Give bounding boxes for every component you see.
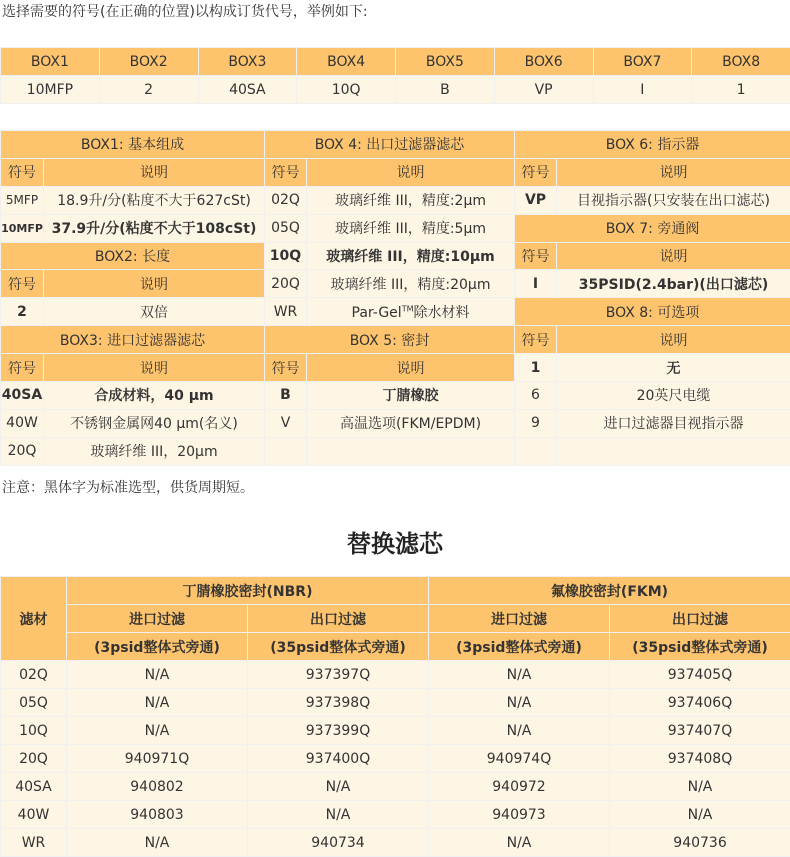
fkm-group-header: 氟橡胶密封(FKM): [429, 577, 790, 605]
part-number-cell: 937398Q: [248, 689, 429, 717]
material-cell: 40SA: [1, 773, 67, 801]
material-cell: 20Q: [1, 745, 67, 773]
part-number-cell: 940734: [248, 829, 429, 857]
col-header-a: 进口过滤: [429, 605, 610, 633]
box8-title: BOX 8: 可选项: [515, 298, 790, 326]
example-header-cell: BOX5: [396, 48, 495, 76]
table-row: [1, 801, 790, 829]
part-number-cell: N/A: [67, 829, 248, 857]
part-number-cell: N/A: [610, 801, 790, 829]
part-number-cell: N/A: [67, 717, 248, 745]
box5-desc: 高温选项(FKM/EPDM): [307, 409, 515, 437]
symbol-header: 符号: [1, 354, 44, 382]
box4-desc-post: 除水材料: [413, 305, 469, 321]
col-header-b: (3psid整体式旁通): [429, 633, 610, 661]
box4-desc: 玻璃纤维 III，精度:2μm: [307, 186, 515, 214]
desc-header: 说明: [307, 354, 515, 382]
box1-desc: 37.9升/分(粘度不大于108cSt): [44, 214, 265, 242]
col-header-b: (3psid整体式旁通): [67, 633, 248, 661]
box6-title: BOX 6: 指示器: [515, 131, 790, 159]
replacement-title: 替换滤芯: [0, 528, 790, 560]
box4-code: 02Q: [265, 186, 307, 214]
part-number-cell: 937406Q: [610, 689, 790, 717]
box3-code: 40W: [1, 409, 44, 437]
empty-cell: [557, 437, 790, 465]
desc-header: 说明: [557, 326, 790, 354]
example-value-cell: VP: [494, 76, 593, 104]
box8-code: 9: [515, 409, 557, 437]
table-row: [1, 773, 790, 801]
part-number-cell: 937400Q: [248, 745, 429, 773]
empty-cell: [515, 437, 557, 465]
table-row: [1, 661, 790, 689]
example-value-cell: 2: [99, 76, 198, 104]
box8-desc: 无: [557, 354, 790, 382]
example-value-cell: 10Q: [297, 76, 396, 104]
part-number-cell: N/A: [248, 773, 429, 801]
example-header-row: [1, 48, 790, 76]
part-number-cell: 940803: [67, 801, 248, 829]
box3-code: 20Q: [1, 437, 44, 465]
material-header: 滤材: [1, 577, 67, 661]
part-number-cell: 937405Q: [610, 661, 790, 689]
box4-desc: 玻璃纤维 III，精度:5μm: [307, 214, 515, 242]
part-number-cell: N/A: [610, 773, 790, 801]
part-number-cell: 940972: [429, 773, 610, 801]
example-value-cell: B: [396, 76, 495, 104]
box4-desc-sup: TM: [402, 304, 414, 313]
box1-code: 10MFP: [1, 214, 44, 242]
table-row: [1, 829, 790, 857]
material-cell: WR: [1, 829, 67, 857]
example-header-cell: BOX3: [198, 48, 297, 76]
example-header-cell: BOX8: [692, 48, 790, 76]
symbol-header: 符号: [515, 158, 557, 186]
part-number-cell: 937397Q: [248, 661, 429, 689]
col-header-b: (35psid整体式旁通): [610, 633, 790, 661]
part-number-cell: N/A: [429, 689, 610, 717]
box6-desc: 目视指示器(只安装在出口滤芯): [557, 186, 790, 214]
box3-desc: 合成材料，40 μm: [44, 382, 265, 410]
part-number-cell: N/A: [248, 801, 429, 829]
box3-desc: 不锈钢金属网40 μm(名义): [44, 409, 265, 437]
box1-code: 5MFP: [1, 186, 44, 214]
material-cell: 40W: [1, 801, 67, 829]
symbol-header: 符号: [1, 158, 44, 186]
part-number-cell: N/A: [67, 689, 248, 717]
empty-cell: [307, 437, 515, 465]
example-value-cell: I: [593, 76, 692, 104]
box2-desc: 双倍: [44, 298, 265, 326]
options-table: [0, 130, 790, 466]
material-cell: 10Q: [1, 717, 67, 745]
desc-header: 说明: [44, 354, 265, 382]
symbol-header: 符号: [515, 326, 557, 354]
box8-code: 6: [515, 382, 557, 410]
box6-code: VP: [515, 186, 557, 214]
symbol-header: 符号: [265, 354, 307, 382]
table-row: [1, 745, 790, 773]
part-number-cell: N/A: [429, 829, 610, 857]
example-value-cell: 40SA: [198, 76, 297, 104]
desc-header: 说明: [44, 158, 265, 186]
symbol-header: 符号: [1, 270, 44, 298]
col-header-a: 出口过滤: [248, 605, 429, 633]
symbol-header: 符号: [515, 242, 557, 270]
box8-desc: 20英尺电缆: [557, 382, 790, 410]
box4-desc: 玻璃纤维 III，精度:10μm: [307, 242, 515, 270]
box7-desc: 35PSID(2.4bar)(出口滤芯): [557, 270, 790, 298]
part-number-cell: N/A: [429, 661, 610, 689]
desc-header: 说明: [557, 158, 790, 186]
example-header-cell: BOX6: [494, 48, 593, 76]
replacement-body: [1, 661, 790, 857]
box4-desc: 玻璃纤维 III，精度:20μm: [307, 270, 515, 298]
box5-code: B: [265, 382, 307, 410]
box1-title: BOX1: 基本组成: [1, 131, 265, 159]
table-row: [1, 717, 790, 745]
example-order-table: [0, 47, 790, 104]
box5-desc: 丁腈橡胶: [307, 382, 515, 410]
box4-code: WR: [265, 298, 307, 326]
col-header-a: 出口过滤: [610, 605, 790, 633]
part-number-cell: 940974Q: [429, 745, 610, 773]
part-number-cell: 940971Q: [67, 745, 248, 773]
part-number-cell: N/A: [67, 661, 248, 689]
table-row: [1, 689, 790, 717]
part-number-cell: N/A: [429, 717, 610, 745]
box7-code: I: [515, 270, 557, 298]
box4-code: 05Q: [265, 214, 307, 242]
box8-desc: 进口过滤器目视指示器: [557, 409, 790, 437]
empty-cell: [265, 437, 307, 465]
col-header-a: 进口过滤: [67, 605, 248, 633]
material-cell: 02Q: [1, 661, 67, 689]
box4-code: 20Q: [265, 270, 307, 298]
box5-code: V: [265, 409, 307, 437]
box5-title: BOX 5: 密封: [265, 326, 515, 354]
desc-header: 说明: [307, 158, 515, 186]
example-header-cell: BOX7: [593, 48, 692, 76]
material-cell: 05Q: [1, 689, 67, 717]
box8-code: 1: [515, 354, 557, 382]
part-number-cell: 940802: [67, 773, 248, 801]
symbol-header: 符号: [265, 158, 307, 186]
part-number-cell: 937399Q: [248, 717, 429, 745]
box1-desc: 18.9升/分(粘度不大于627cSt): [44, 186, 265, 214]
example-value-cell: 10MFP: [1, 76, 100, 104]
replacement-table: [0, 576, 790, 857]
example-header-cell: BOX2: [99, 48, 198, 76]
example-value-row: [1, 76, 790, 104]
box4-desc: [307, 298, 515, 326]
part-number-cell: 940973: [429, 801, 610, 829]
box7-title: BOX 7: 旁通阀: [515, 214, 790, 242]
example-header-cell: BOX1: [1, 48, 100, 76]
part-number-cell: 940736: [610, 829, 790, 857]
intro-text: 选择需要的符号(在正确的位置)以构成订货代号，举例如下:: [2, 2, 368, 22]
box4-desc-pre: Par-Gel: [352, 305, 402, 321]
example-value-cell: 1: [692, 76, 790, 104]
example-header-cell: BOX4: [297, 48, 396, 76]
desc-header: 说明: [557, 242, 790, 270]
box4-title: BOX 4: 出口过滤器滤芯: [265, 131, 515, 159]
box3-code: 40SA: [1, 382, 44, 410]
desc-header: 说明: [44, 270, 265, 298]
col-header-b: (35psid整体式旁通): [248, 633, 429, 661]
box4-code: 10Q: [265, 242, 307, 270]
note-text: 注意：黑体字为标准选型，供货周期短。: [2, 478, 254, 498]
part-number-cell: 937407Q: [610, 717, 790, 745]
nbr-group-header: 丁腈橡胶密封(NBR): [67, 577, 429, 605]
box2-code: 2: [1, 298, 44, 326]
box3-desc: 玻璃纤维 III，20μm: [44, 437, 265, 465]
box2-title: BOX2: 长度: [1, 242, 265, 270]
box3-title: BOX3: 进口过滤器滤芯: [1, 326, 265, 354]
part-number-cell: 937408Q: [610, 745, 790, 773]
